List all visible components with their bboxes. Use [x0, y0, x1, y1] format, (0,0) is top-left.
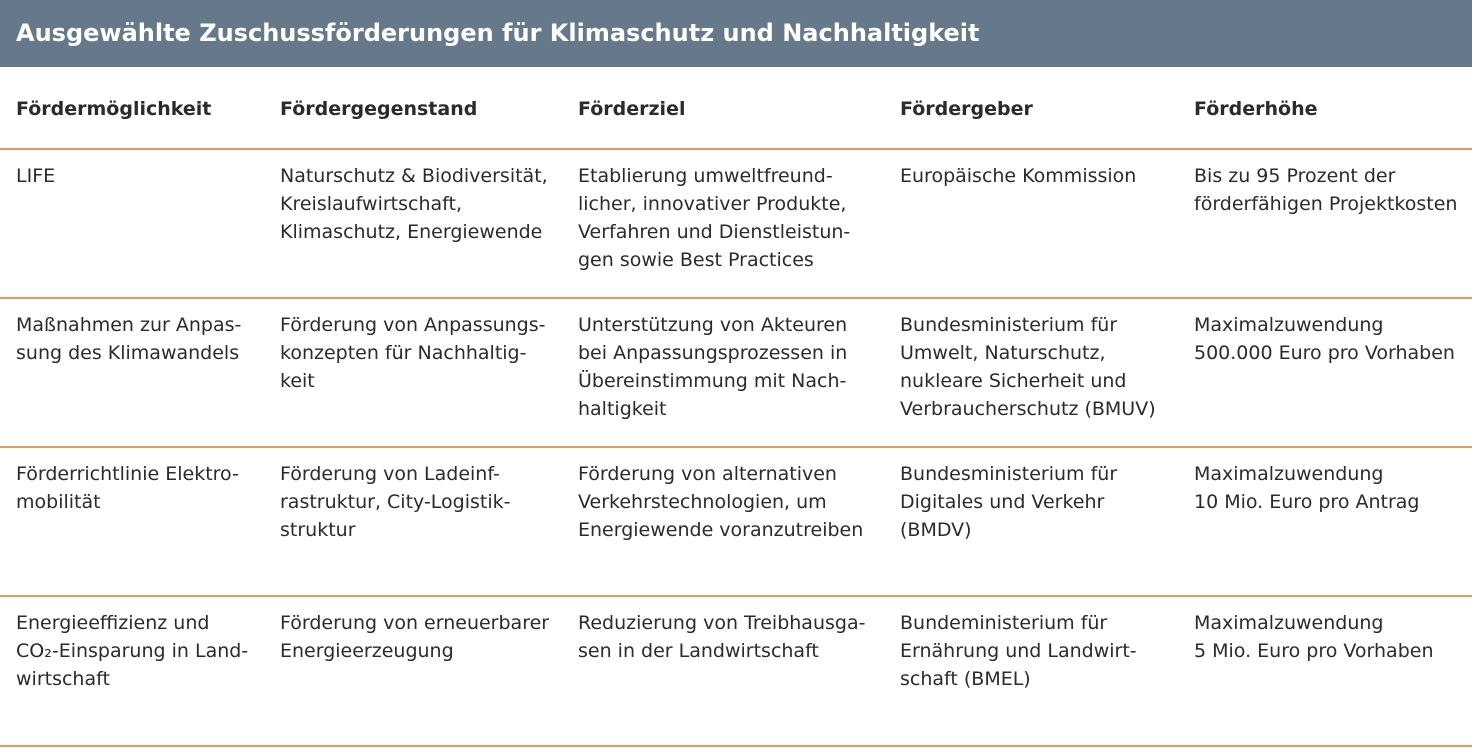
cell-foerdergegenstand: Förderung von Ladeinf- rastruktur, City-Logistik- struktur: [280, 463, 511, 541]
column-header-foerdermoeglichkeit: Fördermöglichkeit: [16, 98, 212, 120]
cell-foerdergegenstand: Förderung von Anpassungs- konzepten für Nachhaltig- keit: [280, 314, 546, 392]
table-row: [0, 150, 1472, 299]
funding-table: [0, 67, 1472, 747]
cell-foerdermoeglichkeit: LIFE: [16, 165, 56, 187]
cell-foerderziel: Etablierung umweltfreund- licher, innovativer Produkte, Verfahren und Dienstleistun- gen sowie Best Practices: [578, 165, 851, 271]
cell-foerdermoeglichkeit: Energieeffizienz und CO₂-Einsparung in Land- wirtschaft: [16, 612, 249, 690]
cell-foerdergeber: Bundeministerium für Ernährung und Landwirt- schaft (BMEL): [900, 612, 1137, 690]
table-header-row: [0, 67, 1472, 150]
cell-foerderhoehe: Maximalzuwendung 5 Mio. Euro pro Vorhaben: [1194, 612, 1434, 662]
title-bar: [0, 0, 1472, 67]
cell-foerdergegenstand: Förderung von erneuerbarer Energieerzeugung: [280, 612, 550, 662]
table-title: Ausgewählte Zuschussförderungen für Klimaschutz und Nachhaltigkeit: [16, 19, 980, 47]
cell-foerderziel: Unterstützung von Akteuren bei Anpassungsprozessen in Übereinstimmung mit Nach- haltigkeit: [578, 314, 848, 420]
cell-foerderhoehe: Maximalzuwendung 10 Mio. Euro pro Antrag: [1194, 463, 1420, 513]
column-header-foerderhoehe: Förderhöhe: [1194, 98, 1318, 120]
column-header-foerdergeber: Fördergeber: [900, 98, 1033, 120]
cell-foerdergeber: Bundesministerium für Digitales und Verkehr (BMDV): [900, 463, 1118, 541]
column-header-foerdergegenstand: Fördergegenstand: [280, 98, 478, 120]
table-row: [0, 597, 1472, 747]
cell-foerderhoehe: Maximalzuwendung 500.000 Euro pro Vorhaben: [1194, 314, 1455, 364]
cell-foerderziel: Förderung von alternativen Verkehrstechnologien, um Energiewende voranzutreiben: [578, 463, 864, 541]
table-row: [0, 448, 1472, 597]
cell-foerdergeber: Bundesministerium für Umwelt, Naturschutz, nukleare Sicherheit und Verbraucherschutz (BMUV): [900, 314, 1156, 420]
column-header-foerderziel: Förderziel: [578, 98, 686, 120]
cell-foerdermoeglichkeit: Maßnahmen zur Anpas- sung des Klimawandels: [16, 314, 242, 364]
cell-foerdermoeglichkeit: Förderrichtlinie Elektro- mobilität: [16, 463, 239, 513]
cell-foerdergeber: Europäische Kommission: [900, 165, 1137, 187]
cell-foerdergegenstand: Naturschutz & Biodiversität, Kreislaufwirtschaft, Klimaschutz, Energiewende: [280, 165, 548, 243]
table-row: [0, 299, 1472, 448]
cell-foerderhoehe: Bis zu 95 Prozent der förderfähigen Projektkosten: [1194, 165, 1458, 215]
cell-foerderziel: Reduzierung von Treibhausga- sen in der Landwirtschaft: [578, 612, 866, 662]
